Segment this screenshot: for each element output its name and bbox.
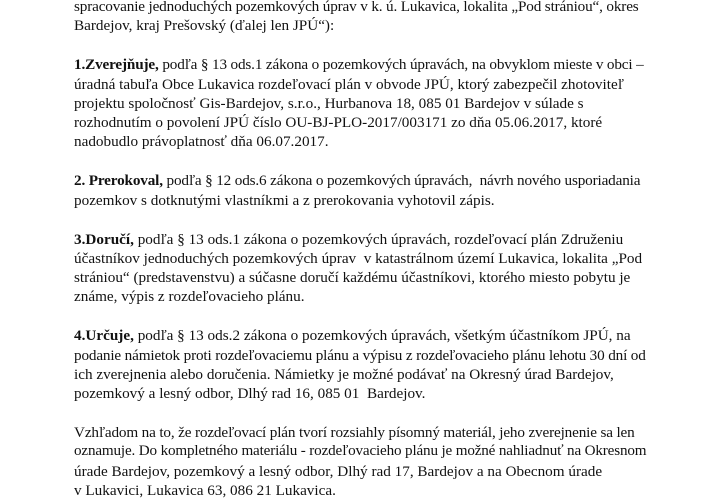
section-1-heading: 1.Zverejňuje, xyxy=(74,56,159,74)
section-2-first-line xyxy=(74,171,641,190)
section-4-line: podanie námietok proti rozdeľovaciemu plánu a výpisu z rozdeľovacieho plánu lehotu 30 dní od xyxy=(74,346,646,364)
intro-line-2: Bardejov, kraj Prešovský (ďalej len JPÚ“): xyxy=(74,17,335,35)
section-4-line: ich zverejnenia alebo doručenia. Námietky je možné podávať na Okresný úrad Bardejov, xyxy=(74,365,614,383)
section-3-line: strániou“ (predstavenstvu) a súčasne doručí každému účastníkovi, ktorého miesto pobytu je xyxy=(74,269,631,287)
spacer xyxy=(74,306,632,326)
section-1-first-line xyxy=(74,55,644,74)
spacer xyxy=(74,403,632,423)
section-1-zverejnuje xyxy=(74,55,644,151)
section-1-line: projektu spoločnosť Gis-Bardejov, s.r.o., Hurbanova 18, 085 01 Bardejov v súlade s xyxy=(74,94,584,112)
section-3-line: známe, výpis z rozdeľovacieho plánu. xyxy=(74,288,305,306)
closing-line: v Lukavici, Lukavica 63, 086 21 Lukavica. xyxy=(74,481,336,499)
section-3-doruci xyxy=(74,230,643,307)
intro-paragraph xyxy=(74,0,639,35)
spacer xyxy=(74,151,632,171)
closing-line: úrade Bardejov, pozemkový a lesný odbor, Dlhý rad 17, Bardejov a na Obecnom úrade xyxy=(74,462,603,480)
section-4-urcuje xyxy=(74,326,646,403)
closing-line: Vzhľadom na to, že rozdeľovací plán tvorí rozsiahly písomný materiál, jeho zverejnenie sa len xyxy=(74,424,635,442)
section-3-first-line xyxy=(74,230,632,249)
section-1-line: nadobudlo právoplatnosť dňa 06.07.2017. xyxy=(74,133,329,151)
section-4-heading: 4.Určuje, xyxy=(74,327,134,345)
intro-line-1: spracovanie jednoduchých pozemkových úprav v k. ú. Lukavica, lokalita „Pod strániou“, okres xyxy=(74,0,639,15)
section-2-line: pozemkov s dotknutými vlastníkmi a z prerokovania vyhotovil zápis. xyxy=(74,191,495,209)
spacer xyxy=(74,35,632,55)
section-4-first-line xyxy=(74,326,632,345)
section-2-heading: 2. Prerokoval, xyxy=(74,172,163,190)
section-3-heading: 3.Doručí, xyxy=(74,230,134,248)
section-1-line: podľa § 13 ods.1 zákona o pozemkových úpravách, na obvyklom mieste v obci – xyxy=(158,56,644,74)
closing-line: oznamuje. Do kompletného materiálu - rozdeľovacieho plánu je možné nahliadnuť na Okresnom xyxy=(74,443,647,460)
closing-paragraph xyxy=(74,423,647,500)
section-1-line: úradná tabuľa Obce Lukavica rozdeľovací plán v obvode JPÚ, ktorý zabezpečil zhotoviteľ xyxy=(74,75,624,93)
section-2-line: podľa § 12 ods.6 zákona o pozemkových úpravách, návrh nového usporiadania xyxy=(162,172,641,190)
section-1-line: rozhodnutím o povolení JPÚ číslo OU-BJ-PLO-2017/003171 zo dňa 05.06.2017, ktoré xyxy=(74,113,603,131)
section-3-line: podľa § 13 ods.1 zákona o pozemkových úpravách, rozdeľovací plán Združeniu xyxy=(133,230,624,248)
spacer xyxy=(74,210,632,230)
section-4-line: podľa § 13 ods.2 zákona o pozemkových úpravách, všetkým účastníkom JPÚ, na xyxy=(133,327,631,345)
document-page xyxy=(74,0,647,500)
section-2-prerokoval xyxy=(74,171,641,209)
section-4-line: pozemkový a lesný odbor, Dlhý rad 16, 085 01 Bardejov. xyxy=(74,385,426,402)
section-3-line: účastníkov jednoduchých pozemkových úprav v katastrálnom území Lukavica, lokalita „Pod xyxy=(74,249,643,267)
